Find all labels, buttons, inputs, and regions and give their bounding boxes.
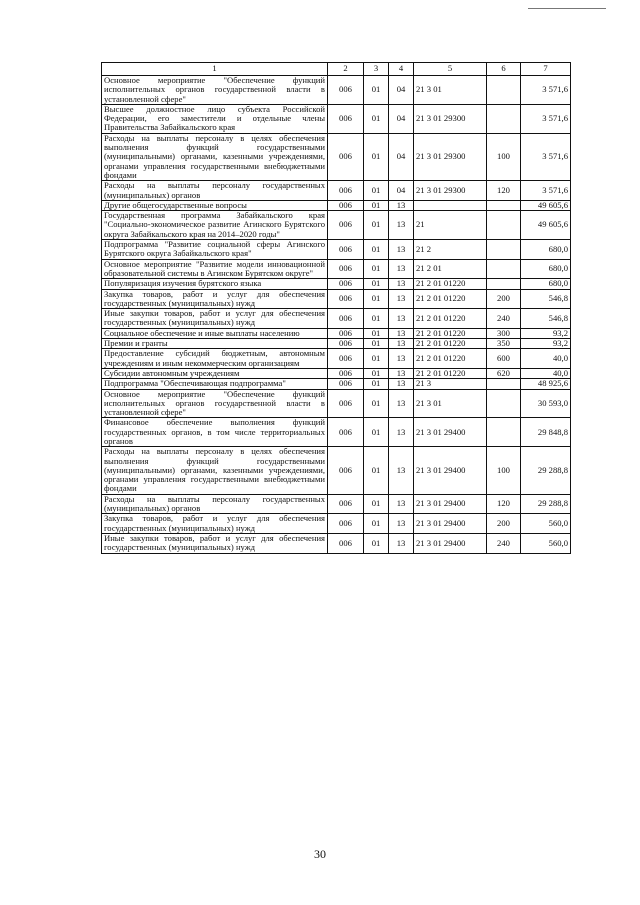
row-amount: 680,0 <box>521 279 571 289</box>
row-section-code: 01 <box>364 240 389 260</box>
row-expense-type: 300 <box>487 328 521 338</box>
row-subsection-code: 04 <box>389 181 414 201</box>
row-subsection-code: 13 <box>389 328 414 338</box>
row-target-article: 21 3 01 29400 <box>414 494 487 514</box>
row-name: Расходы на выплаты персоналу государственных (муниципальных) органов <box>102 181 328 201</box>
row-expense-type: 350 <box>487 339 521 349</box>
row-amount: 3 571,6 <box>521 133 571 180</box>
row-ministry-code: 006 <box>328 259 364 279</box>
row-target-article: 21 2 01 01220 <box>414 328 487 338</box>
table-row <box>102 379 571 389</box>
row-subsection-code: 13 <box>389 418 414 447</box>
row-name: Закупка товаров, работ и услуг для обеспечения государственных (муниципальных) нужд <box>102 514 328 534</box>
table-row <box>102 447 571 494</box>
row-target-article: 21 3 01 29300 <box>414 181 487 201</box>
header-col-7: 7 <box>521 63 571 76</box>
row-name: Финансовое обеспечение выполнения функций государственных органов, в том числе территориальных органов <box>102 418 328 447</box>
row-subsection-code: 13 <box>389 494 414 514</box>
row-name: Основное мероприятие "Обеспечение функций исполнительных органов государственной власти в установленной сфере" <box>102 389 328 418</box>
row-ministry-code: 006 <box>328 533 364 553</box>
row-section-code: 01 <box>364 181 389 201</box>
row-expense-type: 240 <box>487 533 521 553</box>
row-amount: 48 925,6 <box>521 379 571 389</box>
row-section-code: 01 <box>364 200 389 210</box>
table-row <box>102 533 571 553</box>
table-row <box>102 418 571 447</box>
row-ministry-code: 006 <box>328 279 364 289</box>
row-subsection-code: 13 <box>389 339 414 349</box>
row-amount: 560,0 <box>521 533 571 553</box>
table-row <box>102 181 571 201</box>
row-expense-type: 120 <box>487 494 521 514</box>
row-target-article: 21 3 01 29300 <box>414 133 487 180</box>
row-section-code: 01 <box>364 339 389 349</box>
row-ministry-code: 006 <box>328 418 364 447</box>
row-expense-type <box>487 240 521 260</box>
row-ministry-code: 006 <box>328 339 364 349</box>
row-amount: 29 288,8 <box>521 447 571 494</box>
row-target-article: 21 2 01 01220 <box>414 339 487 349</box>
row-ministry-code: 006 <box>328 368 364 378</box>
row-amount: 3 571,6 <box>521 104 571 133</box>
row-name: Расходы на выплаты персоналу в целях обеспечения выполнения функций государственными (муниципальными) органами, казенными учреждениями, органами управления государственными внебюджетными фондами <box>102 133 328 180</box>
row-expense-type <box>487 76 521 105</box>
row-target-article: 21 3 01 29400 <box>414 533 487 553</box>
row-name: Расходы на выплаты персоналу государственных (муниципальных) органов <box>102 494 328 514</box>
row-name: Предоставление субсидий бюджетным, автономным учреждениям и иным некоммерческим организациям <box>102 349 328 369</box>
row-expense-type: 100 <box>487 447 521 494</box>
row-target-article: 21 2 01 <box>414 259 487 279</box>
row-section-code: 01 <box>364 533 389 553</box>
row-subsection-code: 13 <box>389 349 414 369</box>
row-expense-type <box>487 379 521 389</box>
row-expense-type <box>487 418 521 447</box>
table-row <box>102 349 571 369</box>
row-name: Другие общегосударственные вопросы <box>102 200 328 210</box>
row-target-article: 21 3 01 29400 <box>414 447 487 494</box>
row-subsection-code: 04 <box>389 104 414 133</box>
row-expense-type <box>487 211 521 240</box>
budget-table <box>101 62 571 554</box>
row-ministry-code: 006 <box>328 200 364 210</box>
row-section-code: 01 <box>364 514 389 534</box>
row-section-code: 01 <box>364 133 389 180</box>
row-amount: 49 605,6 <box>521 200 571 210</box>
row-amount: 93,2 <box>521 328 571 338</box>
table-row <box>102 309 571 329</box>
row-ministry-code: 006 <box>328 133 364 180</box>
row-subsection-code: 13 <box>389 514 414 534</box>
row-section-code: 01 <box>364 76 389 105</box>
row-subsection-code: 13 <box>389 259 414 279</box>
row-name: Популяризация изучения бурятского языка <box>102 279 328 289</box>
row-name: Иные закупки товаров, работ и услуг для обеспечения государственных (муниципальных) нужд <box>102 533 328 553</box>
row-subsection-code: 13 <box>389 289 414 309</box>
row-amount: 680,0 <box>521 240 571 260</box>
row-expense-type: 200 <box>487 289 521 309</box>
row-amount: 560,0 <box>521 514 571 534</box>
row-section-code: 01 <box>364 211 389 240</box>
row-subsection-code: 13 <box>389 533 414 553</box>
row-ministry-code: 006 <box>328 211 364 240</box>
row-target-article: 21 3 01 <box>414 76 487 105</box>
row-subsection-code: 13 <box>389 447 414 494</box>
row-target-article: 21 2 01 01220 <box>414 279 487 289</box>
row-amount: 40,0 <box>521 368 571 378</box>
row-name: Основное мероприятие "Обеспечение функций исполнительных органов государственной власти в установленной сфере" <box>102 76 328 105</box>
row-name: Закупка товаров, работ и услуг для обеспечения государственных (муниципальных) нужд <box>102 289 328 309</box>
row-amount: 546,8 <box>521 289 571 309</box>
row-section-code: 01 <box>364 379 389 389</box>
row-amount: 40,0 <box>521 349 571 369</box>
table-header-row <box>102 63 571 76</box>
row-expense-type <box>487 389 521 418</box>
row-ministry-code: 006 <box>328 289 364 309</box>
row-section-code: 01 <box>364 279 389 289</box>
row-name: Подпрограмма "Обеспечивающая подпрограмма" <box>102 379 328 389</box>
table-row <box>102 76 571 105</box>
row-subsection-code: 13 <box>389 389 414 418</box>
row-amount: 49 605,6 <box>521 211 571 240</box>
table-row <box>102 368 571 378</box>
row-section-code: 01 <box>364 259 389 279</box>
row-amount: 29 848,8 <box>521 418 571 447</box>
row-section-code: 01 <box>364 289 389 309</box>
table-row <box>102 104 571 133</box>
row-section-code: 01 <box>364 447 389 494</box>
row-expense-type <box>487 200 521 210</box>
row-subsection-code: 13 <box>389 240 414 260</box>
row-target-article: 21 2 01 01220 <box>414 289 487 309</box>
row-expense-type: 200 <box>487 514 521 534</box>
row-target-article: 21 2 <box>414 240 487 260</box>
row-target-article: 21 2 01 01220 <box>414 309 487 329</box>
row-ministry-code: 006 <box>328 309 364 329</box>
header-col-6: 6 <box>487 63 521 76</box>
row-ministry-code: 006 <box>328 494 364 514</box>
row-target-article: 21 3 01 29400 <box>414 514 487 534</box>
table-body <box>102 76 571 554</box>
row-subsection-code: 13 <box>389 200 414 210</box>
row-name: Государственная программа Забайкальского края "Социально-экономическое развитие Агинского Бурятского округа Забайкальского края на 2014–2020 годы" <box>102 211 328 240</box>
row-name: Премии и гранты <box>102 339 328 349</box>
table-row <box>102 211 571 240</box>
row-amount: 680,0 <box>521 259 571 279</box>
row-section-code: 01 <box>364 349 389 369</box>
table-row <box>102 200 571 210</box>
row-ministry-code: 006 <box>328 76 364 105</box>
header-col-5: 5 <box>414 63 487 76</box>
table-row <box>102 240 571 260</box>
table-row <box>102 494 571 514</box>
row-amount: 30 593,0 <box>521 389 571 418</box>
row-ministry-code: 006 <box>328 328 364 338</box>
row-ministry-code: 006 <box>328 240 364 260</box>
row-amount: 3 571,6 <box>521 76 571 105</box>
row-name: Расходы на выплаты персоналу в целях обеспечения выполнения функций государственными (муниципальными) органами, казенными учреждениями, органами управления государственными внебюджетными фондами <box>102 447 328 494</box>
row-ministry-code: 006 <box>328 389 364 418</box>
row-target-article: 21 2 01 01220 <box>414 349 487 369</box>
page-number: 30 <box>314 847 326 861</box>
row-expense-type: 120 <box>487 181 521 201</box>
row-subsection-code: 13 <box>389 368 414 378</box>
row-target-article: 21 3 01 <box>414 389 487 418</box>
header-col-4: 4 <box>389 63 414 76</box>
row-subsection-code: 13 <box>389 211 414 240</box>
row-expense-type: 100 <box>487 133 521 180</box>
row-name: Социальное обеспечение и иные выплаты населению <box>102 328 328 338</box>
row-ministry-code: 006 <box>328 514 364 534</box>
row-expense-type <box>487 259 521 279</box>
table-row <box>102 328 571 338</box>
row-section-code: 01 <box>364 389 389 418</box>
row-target-article <box>414 200 487 210</box>
table-row <box>102 259 571 279</box>
scan-edge-line <box>528 8 606 9</box>
header-col-2: 2 <box>328 63 364 76</box>
row-ministry-code: 006 <box>328 181 364 201</box>
row-name: Субсидии автономным учреждениям <box>102 368 328 378</box>
table-row <box>102 514 571 534</box>
table-row <box>102 279 571 289</box>
row-name: Основное мероприятие "Развитие модели инновационной образовательной системы в Агинском Бурятском округе" <box>102 259 328 279</box>
row-name: Высшее должностное лицо субъекта Российской Федерации, его заместители и отдельные члены Правительства Забайкальского края <box>102 104 328 133</box>
table-row <box>102 339 571 349</box>
row-expense-type: 600 <box>487 349 521 369</box>
row-section-code: 01 <box>364 368 389 378</box>
row-target-article: 21 2 01 01220 <box>414 368 487 378</box>
row-amount: 3 571,6 <box>521 181 571 201</box>
row-subsection-code: 13 <box>389 279 414 289</box>
row-target-article: 21 3 <box>414 379 487 389</box>
row-expense-type <box>487 279 521 289</box>
row-subsection-code: 04 <box>389 133 414 180</box>
table-row <box>102 389 571 418</box>
row-subsection-code: 13 <box>389 379 414 389</box>
row-expense-type: 240 <box>487 309 521 329</box>
row-name: Иные закупки товаров, работ и услуг для обеспечения государственных (муниципальных) нужд <box>102 309 328 329</box>
row-target-article: 21 3 01 29400 <box>414 418 487 447</box>
row-section-code: 01 <box>364 309 389 329</box>
row-name: Подпрограмма "Развитие социальной сферы Агинского Бурятского округа Забайкальского края" <box>102 240 328 260</box>
row-target-article: 21 3 01 29300 <box>414 104 487 133</box>
header-col-3: 3 <box>364 63 389 76</box>
row-subsection-code: 04 <box>389 76 414 105</box>
row-section-code: 01 <box>364 418 389 447</box>
row-target-article: 21 <box>414 211 487 240</box>
row-expense-type: 620 <box>487 368 521 378</box>
row-section-code: 01 <box>364 328 389 338</box>
header-col-1: 1 <box>102 63 328 76</box>
row-section-code: 01 <box>364 494 389 514</box>
row-ministry-code: 006 <box>328 349 364 369</box>
row-section-code: 01 <box>364 104 389 133</box>
table-row <box>102 133 571 180</box>
row-amount: 93,2 <box>521 339 571 349</box>
row-ministry-code: 006 <box>328 104 364 133</box>
row-subsection-code: 13 <box>389 309 414 329</box>
row-amount: 546,8 <box>521 309 571 329</box>
row-expense-type <box>487 104 521 133</box>
row-ministry-code: 006 <box>328 447 364 494</box>
row-amount: 29 288,8 <box>521 494 571 514</box>
row-ministry-code: 006 <box>328 379 364 389</box>
table-row <box>102 289 571 309</box>
